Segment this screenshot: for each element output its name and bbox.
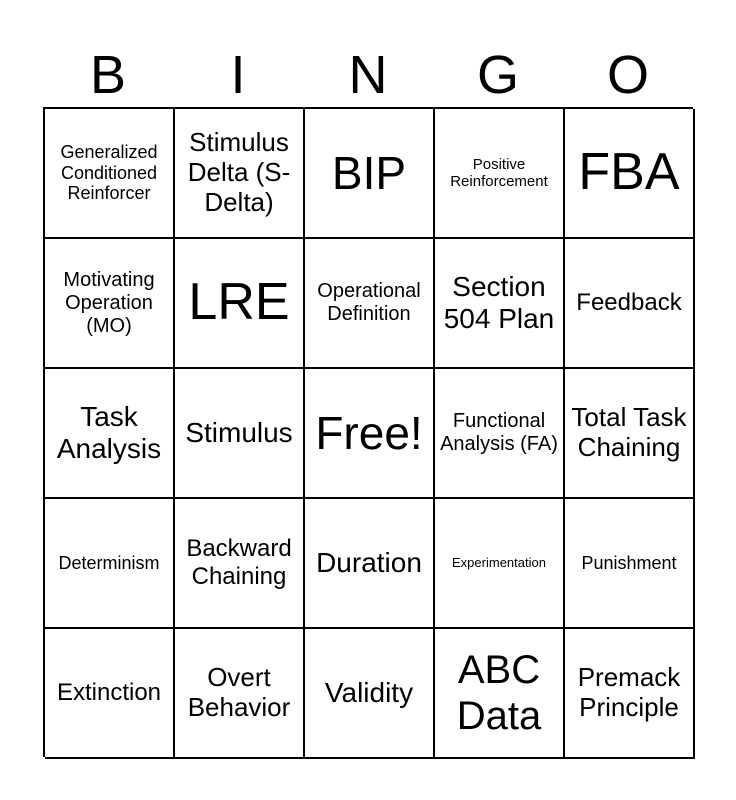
cell-text: Experimentation — [452, 554, 546, 570]
bingo-cell[interactable] — [435, 369, 565, 499]
cell-text: Functional Analysis (FA) — [440, 410, 558, 455]
cell-text: Validity — [324, 676, 414, 708]
bingo-cell[interactable] — [175, 629, 305, 759]
bingo-cell[interactable] — [305, 499, 435, 629]
bingo-cell[interactable] — [435, 109, 565, 239]
cell-text: Operational Definition — [317, 280, 421, 325]
bingo-cell[interactable] — [45, 369, 175, 499]
bingo-cell[interactable] — [175, 109, 305, 239]
cell-text: Punishment — [581, 552, 677, 573]
bingo-cell[interactable] — [305, 629, 435, 759]
bingo-cell[interactable] — [305, 239, 435, 369]
bingo-cell[interactable] — [435, 629, 565, 759]
cell-text: Stimulus Delta (S-Delta) — [187, 127, 291, 217]
bingo-cell[interactable] — [435, 239, 565, 369]
cell-text: Overt Behavior — [187, 662, 291, 722]
cell-text: Determinism — [58, 552, 160, 573]
cell-text: Section 504 Plan — [443, 270, 555, 334]
cell-text: Stimulus — [185, 416, 293, 448]
cell-text: Free! — [315, 406, 423, 459]
cell-text: Motivating Operation (MO) — [63, 268, 155, 337]
bingo-header — [43, 42, 693, 108]
bingo-cell[interactable] — [565, 629, 695, 759]
header-letter-n: N — [348, 45, 388, 105]
bingo-cell[interactable] — [45, 629, 175, 759]
cell-text: Feedback — [576, 289, 682, 317]
cell-text: BIP — [331, 146, 407, 199]
cell-text: Positive Reinforcement — [450, 155, 548, 190]
bingo-cell[interactable] — [565, 499, 695, 629]
bingo-cell[interactable] — [45, 239, 175, 369]
bingo-cell[interactable] — [45, 109, 175, 239]
cell-text: Task Analysis — [56, 400, 162, 464]
cell-text: Total Task Chaining — [571, 402, 687, 462]
cell-text: Generalized Conditioned Reinforcer — [60, 141, 158, 204]
header-letter-o: O — [606, 45, 649, 105]
cell-text: ABC Data — [456, 648, 542, 738]
cell-text: Duration — [316, 546, 422, 578]
bingo-cell[interactable] — [305, 369, 435, 499]
bingo-cell[interactable] — [175, 239, 305, 369]
bingo-cell[interactable] — [565, 109, 695, 239]
bingo-cell[interactable] — [175, 499, 305, 629]
header-letter-i: I — [230, 45, 246, 105]
bingo-cell[interactable] — [565, 239, 695, 369]
bingo-cell[interactable] — [305, 109, 435, 239]
bingo-board — [43, 107, 693, 757]
header-letter-g: G — [476, 45, 519, 105]
cell-text: Premack Principle — [577, 662, 681, 722]
cell-text: LRE — [188, 273, 290, 332]
cell-text: Extinction — [56, 679, 162, 707]
bingo-cell[interactable] — [45, 499, 175, 629]
cell-text: FBA — [578, 143, 680, 202]
bingo-cell[interactable] — [175, 369, 305, 499]
cell-text: Backward Chaining — [186, 535, 292, 590]
bingo-cell[interactable] — [435, 499, 565, 629]
header-letter-b: B — [89, 45, 127, 105]
bingo-cell[interactable] — [565, 369, 695, 499]
